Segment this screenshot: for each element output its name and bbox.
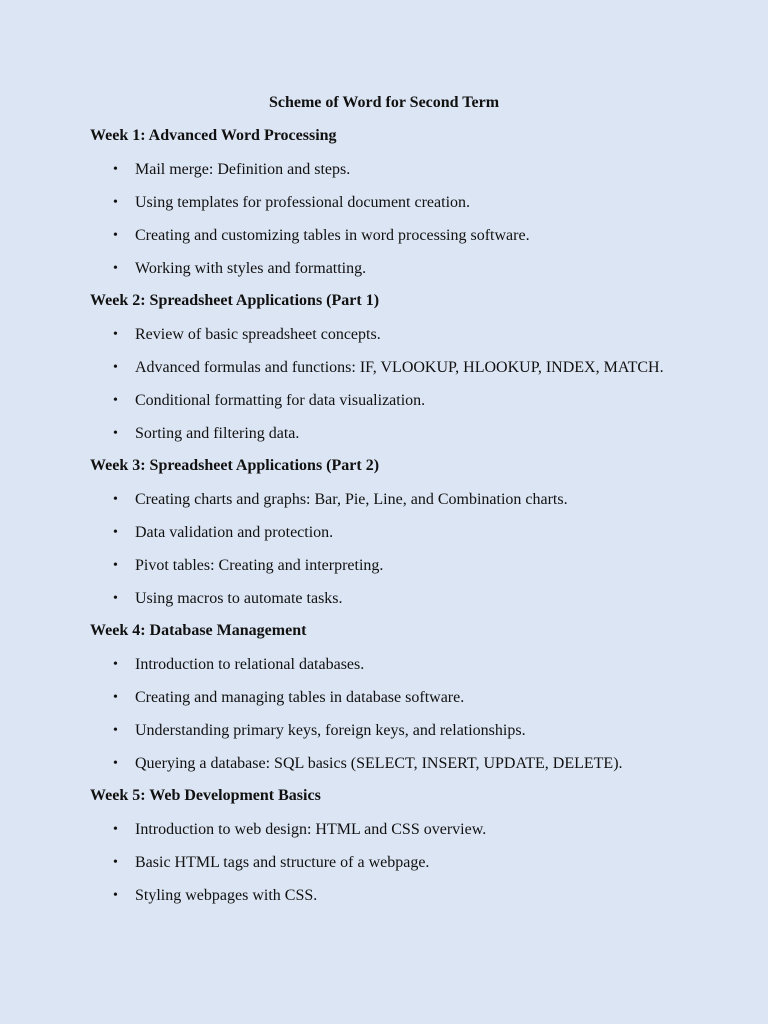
list-item-text: Mail merge: Definition and steps. (135, 161, 351, 178)
list-item (90, 423, 690, 445)
bullet-icon: • (113, 657, 118, 672)
list-item (90, 489, 690, 511)
list-item-text: Working with styles and formatting. (135, 260, 367, 277)
list-item (90, 753, 690, 775)
topic-list (90, 159, 690, 280)
list-item (90, 885, 690, 907)
list-item-text: Using templates for professional document creation. (135, 194, 471, 211)
bullet-icon: • (113, 228, 118, 243)
list-item-text: Conditional formatting for data visualization. (135, 392, 426, 409)
week-section (90, 621, 690, 775)
list-item-text: Creating and managing tables in database software. (135, 689, 465, 706)
list-item (90, 192, 690, 214)
list-item (90, 852, 690, 874)
list-item-text: Creating and customizing tables in word processing software. (135, 227, 530, 244)
bullet-icon: • (113, 195, 118, 210)
list-item-text: Advanced formulas and functions: IF, VLOOKUP, HLOOKUP, INDEX, MATCH. (135, 359, 664, 376)
list-item (90, 720, 690, 742)
list-item (90, 390, 690, 412)
topic-list (90, 489, 690, 610)
bullet-icon: • (113, 855, 118, 870)
list-item (90, 588, 690, 610)
document-title: Scheme of Word for Second Term (268, 94, 500, 111)
bullet-icon: • (113, 261, 118, 276)
bullet-icon: • (113, 360, 118, 375)
week-heading: Week 1: Advanced Word Processing (90, 127, 337, 144)
list-item (90, 522, 690, 544)
bullet-icon: • (113, 162, 118, 177)
bullet-icon: • (113, 426, 118, 441)
list-item (90, 159, 690, 181)
bullet-icon: • (113, 558, 118, 573)
list-item-text: Using macros to automate tasks. (135, 590, 343, 607)
list-item-text: Introduction to web design: HTML and CSS overview. (135, 821, 487, 838)
list-item (90, 555, 690, 577)
list-item-text: Review of basic spreadsheet concepts. (135, 326, 381, 343)
list-item-text: Querying a database: SQL basics (SELECT, INSERT, UPDATE, DELETE). (135, 755, 623, 772)
bullet-icon: • (113, 393, 118, 408)
bullet-icon: • (113, 492, 118, 507)
bullet-icon: • (113, 723, 118, 738)
bullet-icon: • (113, 327, 118, 342)
topic-list (90, 324, 690, 445)
document-body (90, 126, 690, 918)
list-item-text: Understanding primary keys, foreign keys, and relationships. (135, 722, 526, 739)
bullet-icon: • (113, 756, 118, 771)
week-section (90, 786, 690, 907)
list-item-text: Basic HTML tags and structure of a webpage. (135, 854, 430, 871)
week-section (90, 126, 690, 280)
bullet-icon: • (113, 591, 118, 606)
list-item (90, 654, 690, 676)
topic-list (90, 819, 690, 907)
list-item (90, 687, 690, 709)
bullet-icon: • (113, 888, 118, 903)
week-section (90, 291, 690, 445)
week-heading: Week 5: Web Development Basics (90, 787, 321, 804)
list-item (90, 258, 690, 280)
week-heading: Week 4: Database Management (90, 622, 307, 639)
list-item (90, 225, 690, 247)
bullet-icon: • (113, 822, 118, 837)
week-heading: Week 3: Spreadsheet Applications (Part 2) (90, 457, 380, 474)
list-item-text: Introduction to relational databases. (135, 656, 365, 673)
list-item-text: Data validation and protection. (135, 524, 334, 541)
list-item (90, 357, 690, 379)
week-section (90, 456, 690, 610)
list-item (90, 324, 690, 346)
list-item-text: Creating charts and graphs: Bar, Pie, Line, and Combination charts. (135, 491, 568, 508)
list-item (90, 819, 690, 841)
list-item-text: Pivot tables: Creating and interpreting. (135, 557, 384, 574)
list-item-text: Styling webpages with CSS. (135, 887, 318, 904)
list-item-text: Sorting and filtering data. (135, 425, 300, 442)
bullet-icon: • (113, 690, 118, 705)
topic-list (90, 654, 690, 775)
bullet-icon: • (113, 525, 118, 540)
week-heading: Week 2: Spreadsheet Applications (Part 1) (90, 292, 380, 309)
